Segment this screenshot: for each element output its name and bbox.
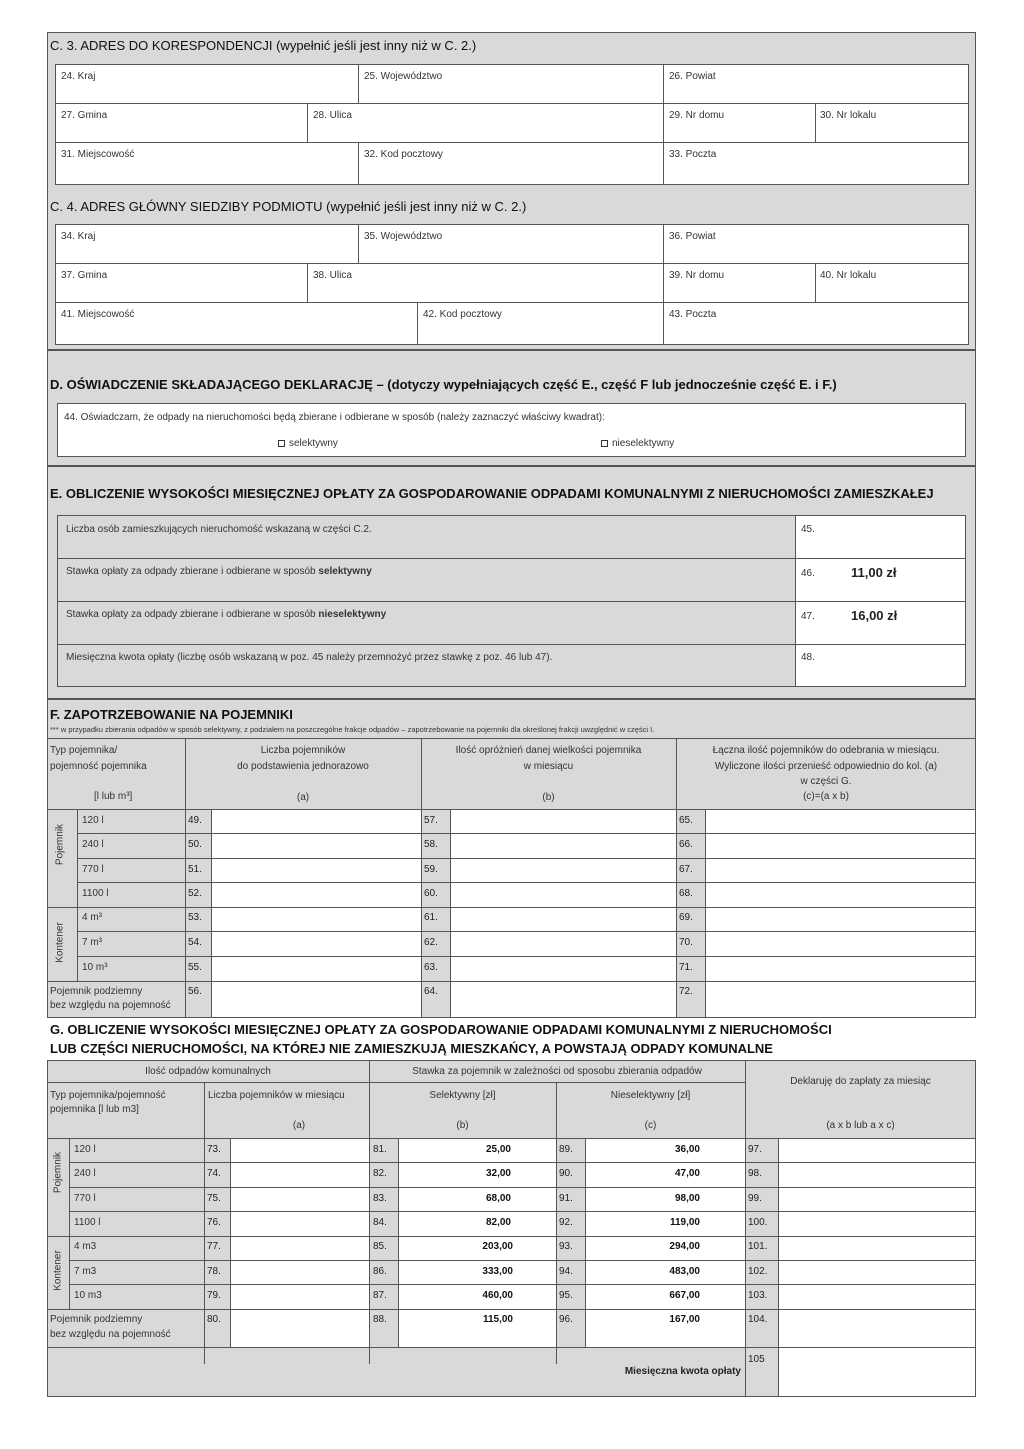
f-col3-a: Łączna ilość pojemników do odebrania w miesiącu.: [712, 745, 940, 756]
field-50[interactable]: 50.: [188, 839, 202, 850]
field-57[interactable]: 57.: [424, 815, 438, 826]
g-row3-type: 770 l: [74, 1193, 96, 1204]
section-c3-title: C. 3. ADRES DO KORESPONDENCJI (wypełnić jeśli jest inny niż w C. 2.): [50, 38, 477, 53]
field-44-label: 44. Oświadczam, że odpady na nieruchomości będą zbierane i odbierane w sposób (należy zaznaczyć właściwy kwadrat):: [64, 412, 605, 423]
field-78[interactable]: 78.: [207, 1266, 221, 1277]
field-54[interactable]: 54.: [188, 937, 202, 948]
e-row-monthly-label: Miesięczna kwota opłaty (liczbę osób wskazaną w poz. 45 należy przemnożyć przez stawkę z poz. 46 lub 47).: [66, 652, 553, 663]
f-last-type-a: Pojemnik podziemny: [50, 986, 143, 997]
field-37-commune[interactable]: 37. Gmina: [61, 270, 108, 281]
f-col3-c: w części G.: [800, 776, 852, 787]
f-row2-type: 240 l: [82, 839, 104, 850]
f-col0-c: [l lub m³]: [94, 791, 133, 802]
field-26-county[interactable]: 26. Powiat: [669, 71, 716, 82]
section-f-title: F. ZAPOTRZEBOWANIE NA POJEMNIKI: [50, 707, 293, 722]
g-row4-type: 1100 l: [74, 1217, 101, 1228]
field-24-country[interactable]: 24. Kraj: [61, 71, 96, 82]
field-77[interactable]: 77.: [207, 1241, 221, 1252]
field-40-flat-no[interactable]: 40. Nr lokalu: [820, 270, 877, 281]
field-41-city[interactable]: 41. Miejscowość: [61, 309, 135, 320]
field-88: 88.: [373, 1314, 387, 1325]
field-48-number[interactable]: 48.: [801, 652, 815, 663]
g-col1: Liczba pojemników w miesiącu: [208, 1090, 345, 1101]
field-101[interactable]: 101.: [748, 1241, 768, 1252]
f-col1-b: do podstawienia jednorazowo: [237, 761, 369, 772]
g-col2: Selektywny [zł]: [429, 1090, 496, 1101]
field-68[interactable]: 68.: [679, 888, 693, 899]
rate-selective-7m3: 333,00: [482, 1266, 513, 1277]
field-64[interactable]: 64.: [424, 986, 438, 997]
rate-nonselective-4m3: 294,00: [669, 1241, 700, 1252]
e-row-persons-label: Liczba osób zamieszkujących nieruchomość wskazaną w części C.2.: [66, 524, 372, 535]
field-49[interactable]: 49.: [188, 815, 202, 826]
field-66[interactable]: 66.: [679, 839, 693, 850]
f-row1-type: 120 l: [82, 815, 104, 826]
field-74[interactable]: 74.: [207, 1168, 221, 1179]
field-95: 95.: [559, 1290, 573, 1301]
f-col1-a: Liczba pojemników: [260, 745, 346, 756]
g-col0-a: Typ pojemnika/pojemność: [50, 1090, 166, 1101]
rate-nonselective-240: 47,00: [674, 1168, 700, 1179]
total-label: Miesięczna kwota opłaty: [624, 1366, 741, 1377]
section-c4-title: C. 4. ADRES GŁÓWNY SIEDZIBY PODMIOTU (wypełnić jeśli jest inny niż w C. 2.): [50, 199, 527, 214]
field-29-house-no[interactable]: 29. Nr domu: [669, 110, 725, 121]
field-60[interactable]: 60.: [424, 888, 438, 899]
rate-selective-1100: 82,00: [485, 1217, 511, 1228]
g-h-waste-quantity: Ilość odpadów komunalnych: [145, 1066, 271, 1077]
field-56[interactable]: 56.: [188, 986, 202, 997]
f-row5-type: 4 m³: [82, 912, 102, 923]
field-53[interactable]: 53.: [188, 912, 202, 923]
field-91: 91.: [559, 1193, 573, 1204]
checkbox-nonselective[interactable]: [601, 440, 608, 447]
rate-selective-240: 32,00: [485, 1168, 511, 1179]
section-e-title: E. OBLICZENIE WYSOKOŚCI MIESIĘCZNEJ OPŁATY ZA GOSPODAROWANIE ODPADAMI KOMUNALNYMI Z NIERUCHOMOŚCI ZAMIESZKAŁEJ: [50, 486, 934, 501]
field-76[interactable]: 76.: [207, 1217, 221, 1228]
field-96: 96.: [559, 1314, 573, 1325]
field-55[interactable]: 55.: [188, 962, 202, 973]
field-80[interactable]: 80.: [207, 1314, 221, 1325]
field-83: 83.: [373, 1193, 387, 1204]
field-93: 93.: [559, 1241, 573, 1252]
f-col3-d: (c)=(a x b): [803, 791, 849, 802]
field-63[interactable]: 63.: [424, 962, 438, 973]
f-col1-c: (a): [296, 792, 310, 803]
field-72[interactable]: 72.: [679, 986, 693, 997]
g-h-rate: Stawka za pojemnik w zależności od sposobu zbierania odpadów: [412, 1066, 702, 1077]
field-99[interactable]: 99.: [748, 1193, 762, 1204]
field-59[interactable]: 59.: [424, 864, 438, 875]
section-g-title-line1: G. OBLICZENIE WYSOKOŚCI MIESIĘCZNEJ OPŁATY ZA GOSPODAROWANIE ODPADAMI KOMUNALNYMI Z NIERUCHOMOŚCI: [50, 1022, 832, 1037]
f-col0-a: Typ pojemnika/: [50, 745, 118, 756]
field-89: 89.: [559, 1144, 573, 1155]
field-28-street[interactable]: 28. Ulica: [313, 110, 352, 121]
rate-selective-4m3: 203,00: [482, 1241, 513, 1252]
rate-nonselective-1100: 119,00: [669, 1217, 700, 1228]
field-61[interactable]: 61.: [424, 912, 438, 923]
field-34-country[interactable]: 34. Kraj: [61, 231, 96, 242]
field-47-number: 47.: [801, 611, 815, 622]
field-36-county[interactable]: 36. Powiat: [669, 231, 716, 242]
field-32-postal-code[interactable]: 32. Kod pocztowy: [364, 149, 443, 160]
field-92: 92.: [559, 1217, 573, 1228]
field-104[interactable]: 104.: [748, 1314, 768, 1325]
field-35-voivodeship[interactable]: 35. Województwo: [364, 231, 443, 242]
section-f-note: *** w przypadku zbierania odpadów w sposób selektywny, z podziałem na poszczególne frakcje odpadów – zapotrzebowanie na pojemniki dla określonej frakcji uwzględnić w części I.: [50, 725, 655, 734]
field-43-post-office[interactable]: 43. Poczta: [669, 309, 717, 320]
checkbox-selective[interactable]: [278, 440, 285, 447]
field-27-commune[interactable]: 27. Gmina: [61, 110, 108, 121]
g-col2-letter: (b): [456, 1120, 469, 1131]
rate-nonselective-770: 98,00: [674, 1193, 700, 1204]
field-70[interactable]: 70.: [679, 937, 693, 948]
f-col0-b: pojemność pojemnika: [50, 761, 147, 772]
g-row5-type: 4 m3: [74, 1241, 97, 1252]
field-38-street[interactable]: 38. Ulica: [313, 270, 352, 281]
field-86: 86.: [373, 1266, 387, 1277]
option-selective[interactable]: selektywny: [278, 438, 338, 449]
rate-selective-underground: 115,00: [482, 1314, 513, 1325]
rate-selective-770: 68,00: [485, 1193, 511, 1204]
e-row-nonselective-label: Stawka opłaty za odpady zbierane i odbierane w sposób nieselektywny: [66, 609, 387, 620]
g-last-type-a: Pojemnik podziemny: [50, 1314, 143, 1325]
g-row7-type: 10 m3: [74, 1290, 102, 1301]
f-row4-type: 1100 l: [82, 888, 109, 899]
field-51[interactable]: 51.: [188, 864, 202, 875]
g-group-kontener: Kontener: [52, 1250, 64, 1291]
field-30-flat-no[interactable]: 30. Nr lokalu: [820, 110, 877, 121]
e-row-selective-label: Stawka opłaty za odpady zbierane i odbierane w sposób selektywny: [66, 566, 372, 577]
field-62[interactable]: 62.: [424, 937, 438, 948]
field-33-post-office[interactable]: 33. Poczta: [669, 149, 717, 160]
field-52[interactable]: 52.: [188, 888, 202, 899]
field-75[interactable]: 75.: [207, 1193, 221, 1204]
f-row6-type: 7 m³: [82, 937, 102, 948]
c4-address-table: [55, 224, 969, 345]
field-71[interactable]: 71.: [679, 962, 693, 973]
f-row3-type: 770 l: [82, 864, 104, 875]
g-col3: Nieselektywny [zł]: [610, 1090, 691, 1101]
field-87: 87.: [373, 1290, 387, 1301]
field-46-rate: 11,00 zł: [851, 565, 897, 580]
field-90: 90.: [559, 1168, 573, 1179]
field-47-rate: 16,00 zł: [851, 608, 898, 623]
field-105[interactable]: 105: [748, 1354, 765, 1365]
field-79[interactable]: 79.: [207, 1290, 221, 1301]
g-h-declared: Deklaruję do zapłaty za miesiąc: [790, 1076, 931, 1087]
g-col4-formula: (a x b lub a x c): [826, 1120, 895, 1131]
f-col2-b: w miesiącu: [523, 761, 574, 772]
g-col3-letter: (c): [644, 1120, 657, 1131]
g-col1-letter: (a): [292, 1120, 306, 1131]
option-nonselective[interactable]: nieselektywny: [601, 438, 674, 449]
field-58[interactable]: 58.: [424, 839, 438, 850]
rate-nonselective-10m3: 667,00: [669, 1290, 700, 1301]
field-67[interactable]: 67.: [679, 864, 693, 875]
f-col2-a: Ilość opróżnień danej wielkości pojemnika: [455, 745, 642, 756]
rate-selective-120: 25,00: [485, 1144, 511, 1155]
field-82: 82.: [373, 1168, 387, 1179]
rate-nonselective-120: 36,00: [674, 1144, 700, 1155]
field-94: 94.: [559, 1266, 573, 1277]
g-col0-b: pojemnika [l lub m3]: [50, 1104, 139, 1115]
field-84: 84.: [373, 1217, 387, 1228]
g-row6-type: 7 m3: [74, 1266, 97, 1277]
f-col2-c: (b): [542, 792, 555, 803]
c3-address-table: [55, 64, 969, 185]
section-g-title-line2: LUB CZĘŚCI NIERUCHOMOŚCI, NA KTÓREJ NIE ZAMIESZKUJĄ MIESZKAŃCY, A POWSTAJĄ ODPADY KOMUNALNE: [50, 1041, 773, 1056]
field-25-voivodeship[interactable]: 25. Województwo: [364, 71, 443, 82]
field-81: 81.: [373, 1144, 387, 1155]
field-73[interactable]: 73.: [207, 1144, 221, 1155]
field-69[interactable]: 69.: [679, 912, 693, 923]
rate-selective-10m3: 460,00: [482, 1290, 513, 1301]
g-row2-type: 240 l: [74, 1168, 96, 1179]
field-45-number[interactable]: 45.: [801, 524, 815, 535]
field-65[interactable]: 65.: [679, 815, 693, 826]
field-102[interactable]: 102.: [748, 1266, 768, 1277]
field-97[interactable]: 97.: [748, 1144, 762, 1155]
rate-nonselective-7m3: 483,00: [669, 1266, 700, 1277]
field-98[interactable]: 98.: [748, 1168, 762, 1179]
f-row7-type: 10 m³: [82, 962, 108, 973]
field-85: 85.: [373, 1241, 387, 1252]
section-d-title: D. OŚWIADCZENIE SKŁADAJĄCEGO DEKLARACJĘ – (dotyczy wypełniających część E., część F lub jednocześnie część E. i F.): [50, 377, 837, 392]
field-42-postal-code[interactable]: 42. Kod pocztowy: [423, 309, 502, 320]
f-group-kontener: Kontener: [54, 922, 66, 963]
g-row1-type: 120 l: [74, 1144, 96, 1155]
g-group-pojemnik: Pojemnik: [52, 1151, 64, 1194]
field-39-house-no[interactable]: 39. Nr domu: [669, 270, 725, 281]
f-col3-b: Wyliczone ilości przenieść odpowiednio do kol. (a): [714, 761, 938, 772]
field-103[interactable]: 103.: [748, 1290, 768, 1301]
field-46-number: 46.: [801, 568, 815, 579]
g-last-type-b: bez względu na pojemność: [50, 1329, 171, 1340]
f-last-type-b: bez względu na pojemność: [50, 1000, 171, 1011]
field-100[interactable]: 100.: [748, 1217, 768, 1228]
f-group-pojemnik: Pojemnik: [54, 823, 66, 866]
rate-nonselective-underground: 167,00: [669, 1314, 700, 1325]
field-31-city[interactable]: 31. Miejscowość: [61, 149, 135, 160]
